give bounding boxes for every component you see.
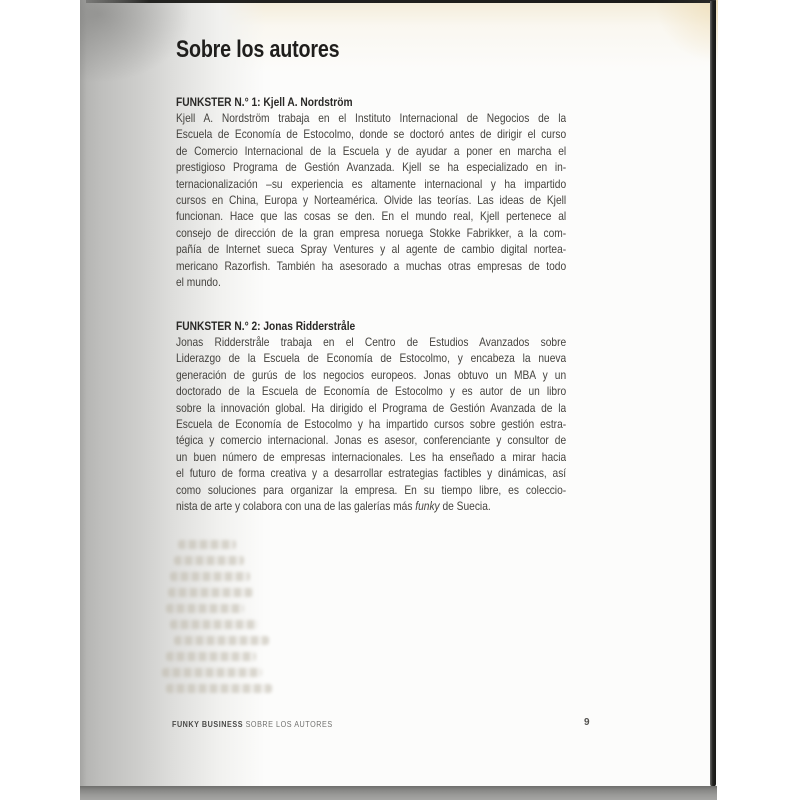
paragraph-line: el futuro de forma creativa y a desarrollar estrategias factibles y dinámicas, así (176, 466, 567, 481)
paragraph-line: prestigioso Programa de Gestión Avanzada. Kjell se ha especializado en in- (176, 160, 567, 175)
paragraph-line: cursos en China, Europa y Norteamérica. Olvide las teorías. Las ideas de Kjell (176, 192, 567, 207)
author-section-1 (176, 94, 567, 290)
paragraph-line: tégica y comercio internacional. Jonas es asesor, conferenciante y consultor de (176, 433, 567, 448)
paragraph-line: Escuela de Economía de Estocolmo, donde se doctoró antes de dirigir el curso (176, 127, 567, 142)
section-heading: FUNKSTER N.° 1: Kjell A. Nordström (176, 95, 353, 109)
paragraph-line: como soluciones para organizar la empresa. En su tiempo libre, es coleccio- (176, 482, 567, 497)
bleed-through-fragment (168, 588, 253, 597)
paragraph-line: sobre la innovación global. Ha dirigido el Programa de Gestión Avanzada de la (176, 400, 567, 415)
paragraph-line: doctorado de la Escuela de Economía de Estocolmo y es autor de un libro (176, 384, 567, 399)
paragraph (176, 334, 566, 514)
paragraph-line: ternacionalización –su experiencia es altamente internacional y ha impartido (176, 176, 567, 191)
paragraph-line: Kjell A. Nordström trabaja en el Instituto Internacional de Negocios de la (176, 111, 567, 125)
bleed-through-fragment (166, 652, 256, 661)
page-right-edge (710, 1, 716, 787)
footer-chapter-title (246, 720, 333, 729)
paragraph-line: pañía de Internet sueca Spray Ventures y al agente de cambio digital nortea- (176, 242, 567, 257)
section-heading: FUNKSTER N.° 2: Jonas Ridderstråle (176, 319, 356, 333)
paragraph (176, 110, 566, 290)
paragraph-line: Escuela de Economía de Estocolmo y ha impartido cursos sobre gestión estra- (176, 416, 567, 431)
paragraph-line: funcionan. Hace que las cosas se den. En el mundo real, Kjell pertenece al (176, 209, 567, 224)
paragraph-line: Jonas Ridderstråle trabaja en el Centro de Estudios Avanzados sobre (176, 335, 567, 349)
page-title: Sobre los autores (176, 36, 340, 63)
paragraph-line: el mundo. (176, 274, 221, 289)
author-section-2 (176, 318, 567, 514)
paragraph-line: un buen número de empresas internacionales. Les ha enseñado a mirar hacia (176, 449, 567, 464)
bleed-through-fragment (166, 604, 244, 613)
bleed-through-fragment (170, 572, 250, 581)
paragraph-line: Liderazgo de la Escuela de Economía de Estocolmo, y encabeza la nueva (176, 351, 567, 366)
bleed-through-fragment (162, 668, 262, 677)
paragraph-line: de Comercio Internacional de la Escuela y de ayudar a poner en marcha el (176, 143, 567, 158)
page-top-edge (86, 0, 716, 3)
paragraph-line: nista de arte y colabora con una de las galerías más funky de Suecia. (176, 498, 491, 513)
footer-book-title: FUNKY BUSINESS (172, 720, 244, 729)
page-number: 9 (584, 717, 590, 728)
bleed-through-fragment (178, 540, 236, 549)
bleed-through-fragment (174, 556, 244, 565)
paragraph-line: mericano Razorfish. También ha asesorado a muchas otras empresas de todo (176, 258, 567, 273)
bleed-through-fragment (170, 620, 258, 629)
bleed-through-fragment (174, 636, 269, 645)
scanner-bed-strip (80, 786, 717, 800)
bleed-through-fragment (166, 684, 272, 693)
paragraph-line: generación de gurús de los negocios europeos. Jonas obtuvo un MBA y un (176, 367, 567, 382)
footer (172, 720, 333, 729)
paragraph-line: consejo de dirección de la gran empresa noruega Stokke Fabrikker, a la com- (176, 225, 567, 240)
footer-chapter-text: SOBRE LOS AUTORES (245, 720, 333, 729)
